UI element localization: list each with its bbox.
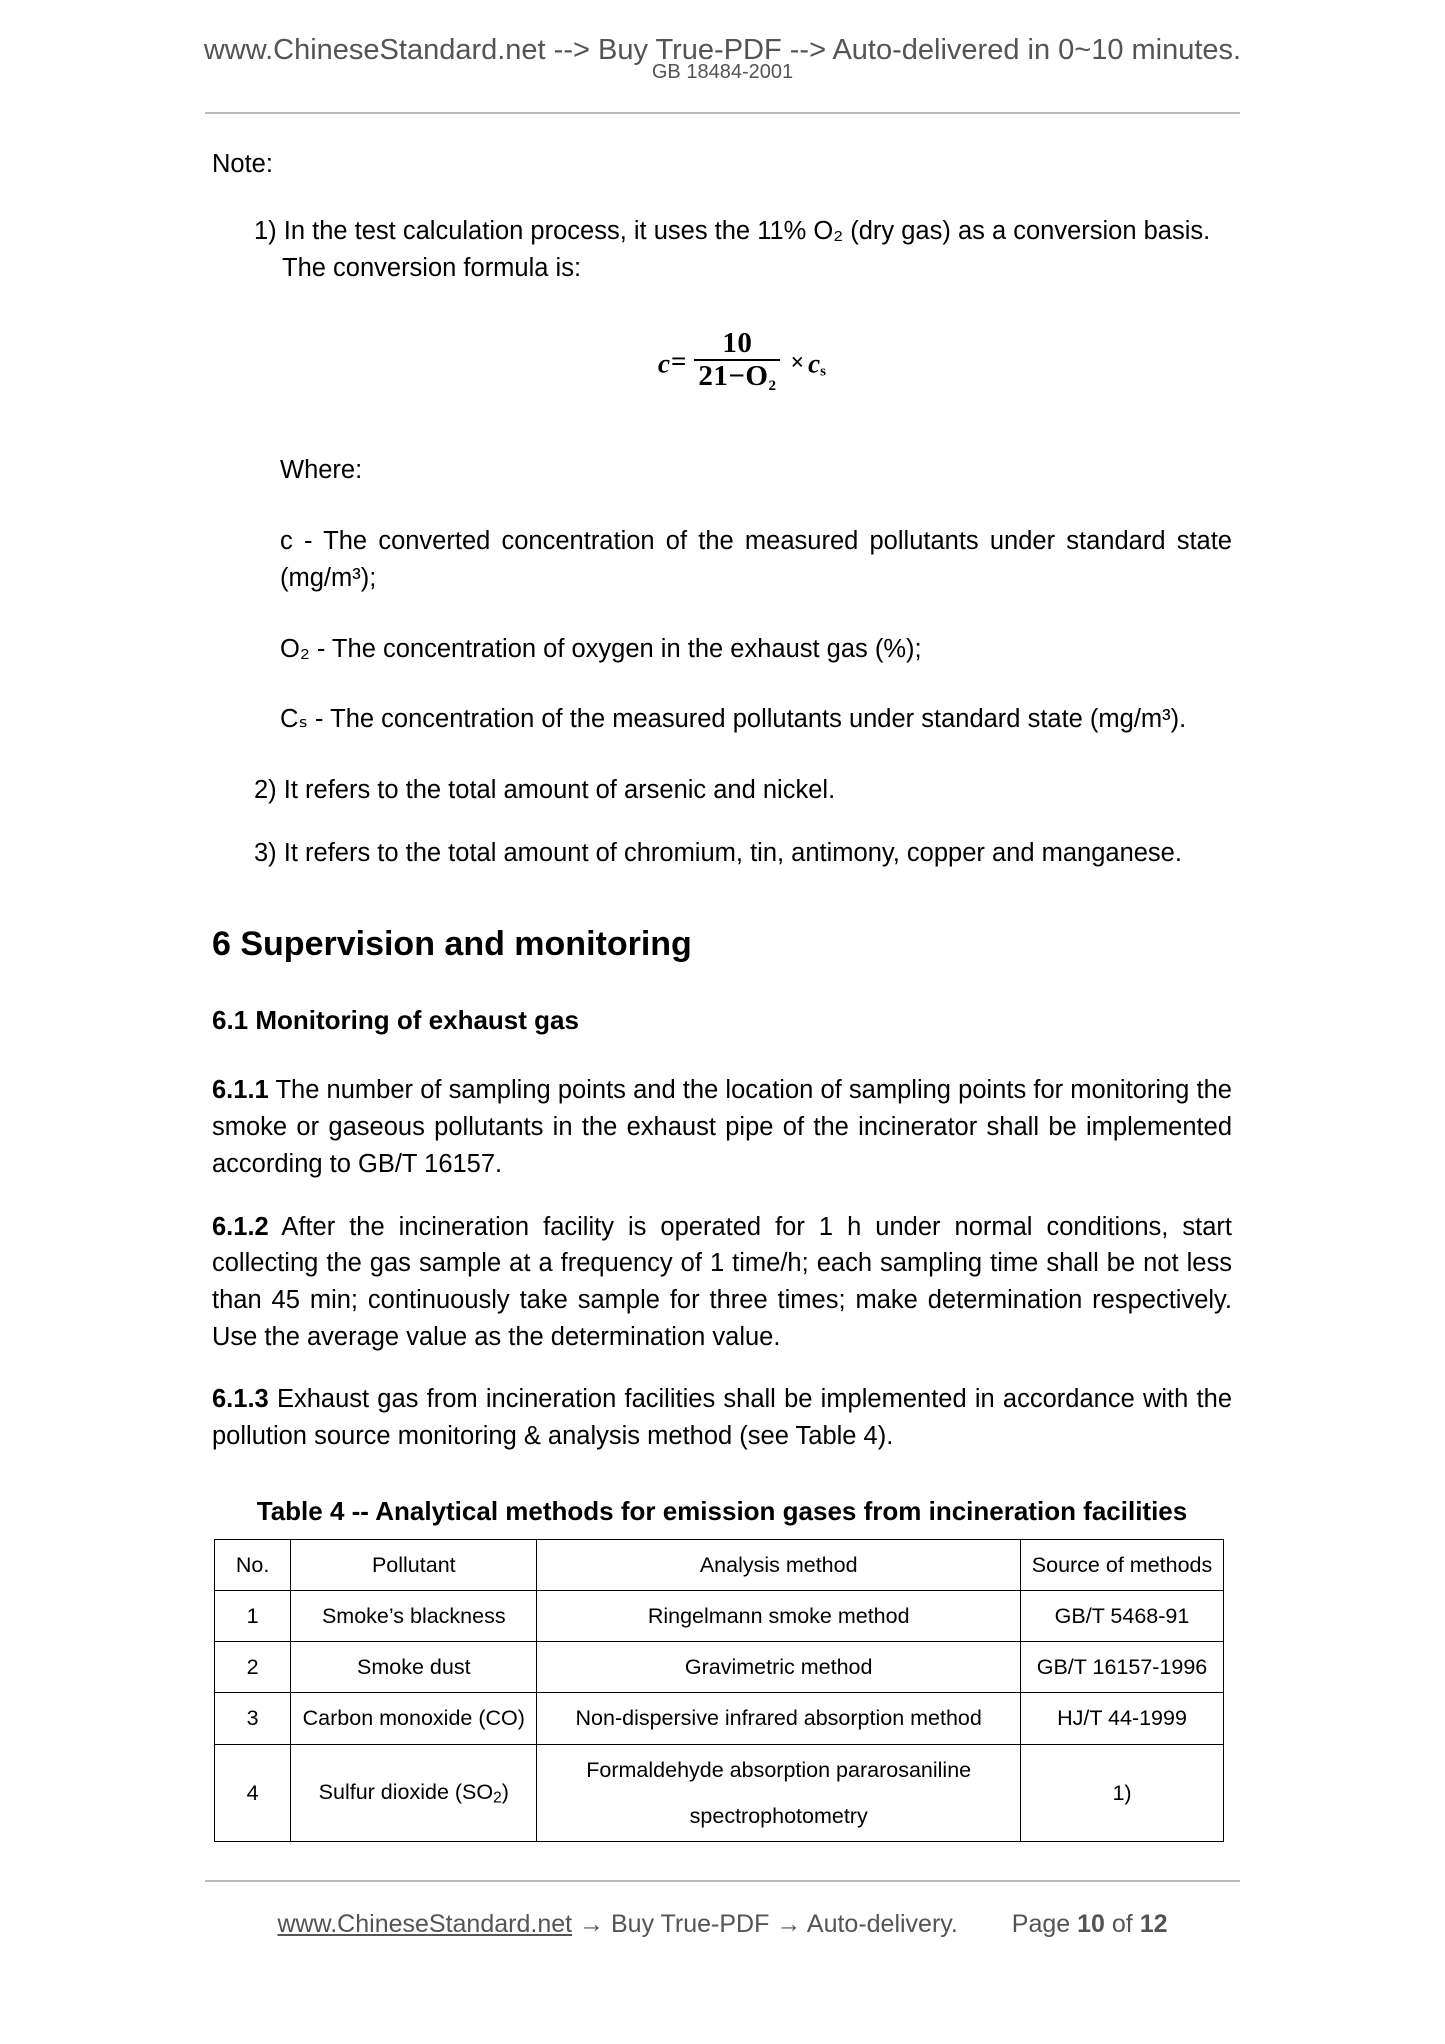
paragraph-6-1-2-number: 6.1.2 xyxy=(212,1212,269,1241)
table-row xyxy=(215,1693,1224,1744)
formula-times: × xyxy=(790,349,805,376)
table-header-pollutant: Pollutant xyxy=(291,1539,537,1590)
cell-no-3: 3 xyxy=(215,1693,291,1744)
cell-no-1: 1 xyxy=(215,1590,291,1641)
table-header-row xyxy=(215,1539,1224,1590)
cell-method-4 xyxy=(537,1744,1021,1842)
note-2-text: It refers to the total amount of arsenic and nickel. xyxy=(283,776,836,805)
formula-numerator: 10 xyxy=(722,327,753,360)
header-promo-text: www.ChineseStandard.net --> Buy True-PDF --> Auto-delivered in 0~10 minutes. xyxy=(203,34,1242,66)
paragraph-6-1-1 xyxy=(212,1072,1232,1182)
cell-pollutant-2: Smoke dust xyxy=(291,1642,537,1693)
paragraph-6-1-2-text: After the incineration facility is operated for 1 h under normal conditions, start collecting the gas sample at a frequency of 1 time/h; each sampling time shall be not less than 45 min; continuously take sample for three times; make determination respectively. Use the average value as the determination value. xyxy=(212,1212,1232,1351)
cell-no-2: 2 xyxy=(215,1642,291,1693)
note-1-line1: In the test calculation process, it uses the 11% O₂ (dry gas) as a conversion basis. xyxy=(283,217,1211,245)
note-2-marker: 2) xyxy=(254,776,277,805)
formula-denominator-sub: 2 xyxy=(768,378,777,395)
paragraph-6-1-1-number: 6.1.1 xyxy=(212,1076,269,1105)
formula-rhs-sub: s xyxy=(820,363,826,380)
cell-pollutant-3: Carbon monoxide (CO) xyxy=(291,1693,537,1744)
note-item-3 xyxy=(212,835,1232,872)
where-definition-o2: O₂ - The concentration of oxygen in the exhaust gas (%); xyxy=(280,634,922,663)
formula-fraction xyxy=(694,329,780,394)
cell-method-3: Non-dispersive infrared absorption method xyxy=(537,1693,1021,1744)
footer-page-number: 10 xyxy=(1077,1910,1105,1938)
cell-pollutant-1: Smoke’s blackness xyxy=(291,1590,537,1641)
cell-method-4-line1: Formaldehyde absorption pararosaniline xyxy=(586,1757,972,1782)
paragraph-6-1-3-text: Exhaust gas from incineration facilities shall be implemented in accordance with the pollution source monitoring & analysis method (see Table 4). xyxy=(212,1385,1232,1451)
footer-page-label: Page xyxy=(1011,1910,1071,1938)
note-3-text: It refers to the total amount of chromium, tin, antimony, copper and manganese. xyxy=(283,839,1182,868)
paragraph-6-1-3-number: 6.1.3 xyxy=(212,1385,269,1414)
note-1-marker: 1) xyxy=(254,217,277,245)
table-header-source: Source of methods xyxy=(1021,1539,1224,1590)
cell-source-2: GB/T 16157-1996 xyxy=(1021,1642,1224,1693)
note-item-2 xyxy=(212,772,1232,809)
formula-rhs-var: c xyxy=(808,348,821,379)
footer-arrow-1-icon: → xyxy=(579,1910,605,1938)
formula-denominator-text: 21−O xyxy=(698,360,769,393)
formula-lhs: c xyxy=(658,348,670,379)
table-4 xyxy=(214,1539,1224,1843)
cell-pollutant-4-pre: Sulfur dioxide (SO xyxy=(318,1780,494,1805)
footer-divider xyxy=(205,1880,1240,1882)
footer-buy-label: Buy True-PDF xyxy=(610,1910,770,1938)
footer-total-pages: 12 xyxy=(1139,1910,1168,1938)
table-row xyxy=(215,1744,1224,1842)
table-row xyxy=(215,1590,1224,1641)
conversion-formula xyxy=(212,327,1232,396)
cell-source-4: 1) xyxy=(1021,1744,1224,1842)
footer-arrow-2-icon: → xyxy=(776,1910,802,1938)
cell-pollutant-4 xyxy=(291,1744,537,1842)
cell-no-4: 4 xyxy=(215,1744,291,1842)
note-item-1 xyxy=(212,213,1232,287)
table-header-method: Analysis method xyxy=(537,1539,1021,1590)
note-1-line2: The conversion formula is: xyxy=(282,254,582,283)
formula-denominator xyxy=(694,359,780,394)
section-heading-6: 6 Supervision and monitoring xyxy=(212,925,692,964)
page-header xyxy=(0,34,1445,83)
footer-delivery-label: Auto-delivery. xyxy=(806,1910,958,1938)
note-3-marker: 3) xyxy=(254,839,277,868)
formula-equals: = xyxy=(670,345,687,376)
header-standard-code: GB 18484-2001 xyxy=(651,61,794,84)
subsection-heading-6-1: 6.1 Monitoring of exhaust gas xyxy=(212,1005,579,1036)
where-definition-cs: Cₛ - The concentration of the measured pollutants under standard state (mg/m³). xyxy=(280,705,1187,734)
cell-method-1: Ringelmann smoke method xyxy=(537,1590,1021,1641)
cell-method-4-line2: spectrophotometry xyxy=(689,1803,868,1828)
paragraph-6-1-3 xyxy=(212,1381,1232,1454)
paragraph-6-1-1-text: The number of sampling points and the location of sampling points for monitoring the smoke or gaseous pollutants in the exhaust pipe of the incinerator shall be implemented according to GB/T 16157. xyxy=(212,1076,1232,1178)
page-footer xyxy=(0,1910,1445,1939)
where-label: Where: xyxy=(280,456,363,485)
cell-method-2: Gravimetric method xyxy=(537,1642,1021,1693)
where-block xyxy=(212,452,1232,738)
table-row xyxy=(215,1642,1224,1693)
footer-of-label: of xyxy=(1111,1910,1133,1938)
cell-source-3: HJ/T 44-1999 xyxy=(1021,1693,1224,1744)
paragraph-6-1-2 xyxy=(212,1209,1232,1356)
table-header-no: No. xyxy=(215,1539,291,1590)
cell-pollutant-4-post: ) xyxy=(501,1780,509,1805)
header-divider xyxy=(205,112,1240,114)
cell-source-1: GB/T 5468-91 xyxy=(1021,1590,1224,1641)
table-4-caption: Table 4 -- Analytical methods for emission gases from incineration facilities xyxy=(256,1495,1188,1526)
footer-site-link[interactable]: www.ChineseStandard.net xyxy=(277,1910,573,1938)
document-body xyxy=(212,150,1232,1842)
cell-pollutant-4-sub: 2 xyxy=(493,1789,502,1807)
where-definition-c: c - The converted concentration of the measured pollutants under standard state (mg/m³); xyxy=(280,527,1232,592)
note-label: Note: xyxy=(212,150,273,178)
